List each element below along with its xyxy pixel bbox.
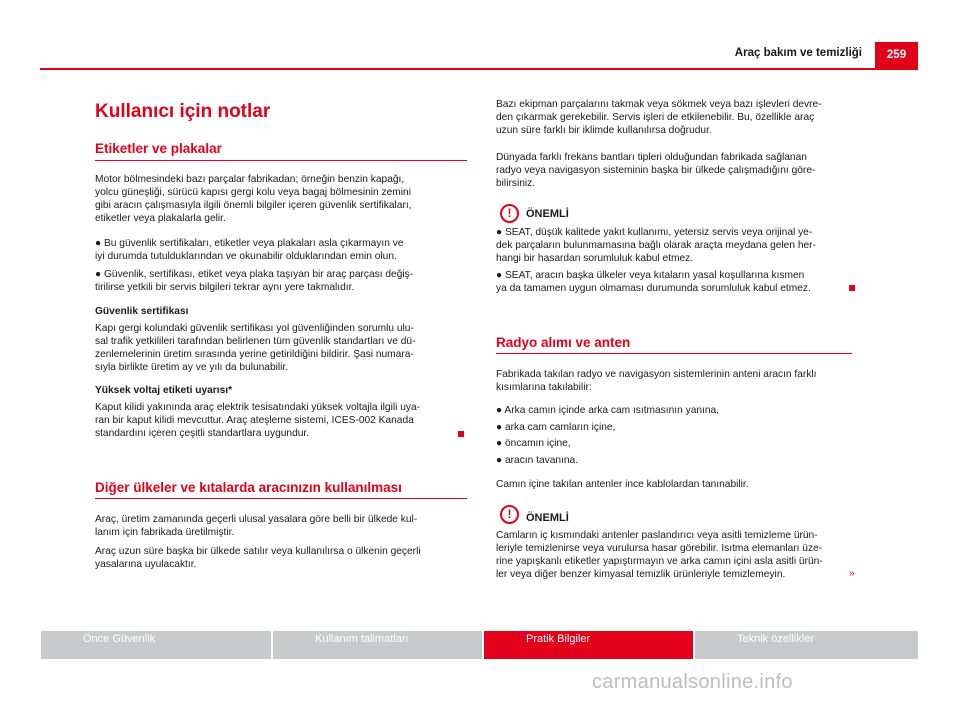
- labels-intro-paragraph: Motor bölmesindeki bazı parçalar fabrikadan; örneğin benzin kapağı, yolcu güneşliği, sürücü kapısı gergi kolu veya bagaj bölmesinin zemini gibi aracın çalışmasıyla ilgili önemli bilgiler içeren güvenlik sertifikaları, etiketler veya plakalarla gelir.: [95, 174, 412, 224]
- warning-icon: !: [500, 505, 519, 524]
- section-divider: [95, 498, 467, 499]
- high-voltage-paragraph: Kaput kilidi yakınında araç elektrik tesisatındaki yüksek voltajla ilgili uya- ran bir kaput kilidi mevcuttur. Araç ateşleme sistemi, ICES-002 Kanada standardını içeren çeşitli standartlara uygundur.: [95, 402, 421, 439]
- other-countries-paragraph: Araç, üretim zamanında geçerli ulusal yasalara göre belli bir ülkede kul- lanım için fabrikada üretilmiştir.: [95, 514, 418, 538]
- other-countries-paragraph: Araç uzun süre başka bir ülkede satılır veya kullanılırsa o ülkenin geçerli yasalarına uyulacaktır.: [95, 546, 421, 570]
- list-item: ● öncamın içine,: [496, 438, 571, 449]
- list-item: ● Arka camın içinde arka cam ısıtmasının yanına,: [496, 405, 720, 416]
- site-watermark: carmanualsonline.info: [592, 671, 793, 693]
- section-end-mark: [458, 431, 464, 437]
- bullet-item: ● Bu güvenlik sertifikaları, etiketler veya plakaları asla çıkarmayın ve iyi durumda tutulduklarından ve okunabilir olduklarından emin olun.: [95, 238, 404, 262]
- header-divider: [40, 68, 918, 70]
- section-end-mark: [849, 285, 855, 291]
- page-number-badge: 259: [875, 42, 918, 68]
- warning-label: ÖNEMLİ: [526, 208, 569, 220]
- footer-tab-practical-tips[interactable]: Pratik Bilgiler: [484, 631, 693, 659]
- running-header-title: Araç bakım ve temizliği: [734, 47, 862, 59]
- warning-icon: !: [500, 204, 519, 223]
- bullet-item: ● Güvenlik, sertifikası, etiket veya plaka taşıyan bir araç parçası değiş- tirilirse yetkili bir servis bilgileri tekrar aynı yere takmalıdır.: [95, 269, 414, 293]
- radio-intro-paragraph: Fabrikada takılan radyo ve navigasyon sistemlerinin anteni aracın farklı kısımlarına takılabilir:: [496, 369, 817, 393]
- section-divider: [95, 160, 467, 161]
- antenna-note: Camın içine takılan antenler ince kablolardan tanınabilir.: [496, 479, 749, 490]
- section-heading-radio: Radyo alımı ve anten: [496, 335, 631, 350]
- warning-bullet: ● SEAT, düşük kalitede yakıt kullanımı, yetersiz servis veya orijinal ye- dek parçaların bulunmamasına bağlı olarak araçta meydana gelen her- hangi bir hasardan sorumluluk kabul etmez.: [496, 227, 816, 264]
- section-divider: [496, 353, 852, 354]
- frequency-paragraph: Dünyada farklı frekans bantları tipleri olduğundan fabrikada sağlanan radyo veya navigasyon sisteminin başka bir ülkede çalışmadığını göre- bilirsiniz.: [496, 152, 816, 189]
- continue-arrow-icon: »: [849, 568, 855, 579]
- section-heading-labels: Etiketler ve plakalar: [95, 141, 222, 156]
- chapter-title: Kullanıcı için notlar: [95, 101, 271, 122]
- section-heading-other-countries: Diğer ülkeler ve kıtalarda aracınızın kullanılması: [95, 480, 402, 495]
- warning-label: ÖNEMLİ: [526, 512, 569, 524]
- warning-bullet: ● SEAT, aracın başka ülkeler veya kıtaların yasal koşullarına kısmen ya da tamamen uygun olmaması durumunda sorumluluk kabul etmez.: [496, 270, 811, 294]
- safety-certificate-paragraph: Kapı gergi kolundaki güvenlik sertifikası yol güvenliğinden sorumlu ulu- sal trafik yetkilileri tarafından belirlenen tüm güvenlik standartları ve dü- zenlemelerinin üretim sırasında yerine getirildiğini bildirir. Şasi numara- sıyla birlikte üretim ay ve yılı da bulunabilir.: [95, 323, 416, 373]
- footer-tab-operation[interactable]: Kullanım talimatları: [273, 631, 482, 659]
- warning-paragraph: Camların iç kısmındaki antenler paslandırıcı veya asitli temizleme ürün- leriyle temizlenirse veya vurulursa hasar görebilir. Isıtma elemanları üze- rine yapışkanlı etiketler yapıştırmayın ve arka camın içini asla asitli ürün- ler veya diğer benzer kimyasal temizlik ürünleriyle temizlemeyin.: [496, 530, 823, 580]
- footer-tab-technical-data[interactable]: Teknik özellikler: [695, 631, 918, 659]
- footer-tab-safety[interactable]: Önce Güvenlik: [41, 631, 271, 659]
- list-item: ● aracın tavanına.: [496, 455, 579, 466]
- subheading-safety-certificate: Güvenlik sertifikası: [95, 306, 189, 317]
- equipment-paragraph: Bazı ekipman parçalarını takmak veya sökmek veya bazı işlevleri devre- den çıkarmak gerekebilir. Servis işleri de etkilenebilir. Bu, özellikle araç uzun süre farklı bir iklimde kullanılırsa doğrudur.: [496, 99, 822, 136]
- subheading-high-voltage: Yüksek voltaj etiketi uyarısı*: [95, 385, 233, 396]
- list-item: ● arka cam camların içine,: [496, 422, 616, 433]
